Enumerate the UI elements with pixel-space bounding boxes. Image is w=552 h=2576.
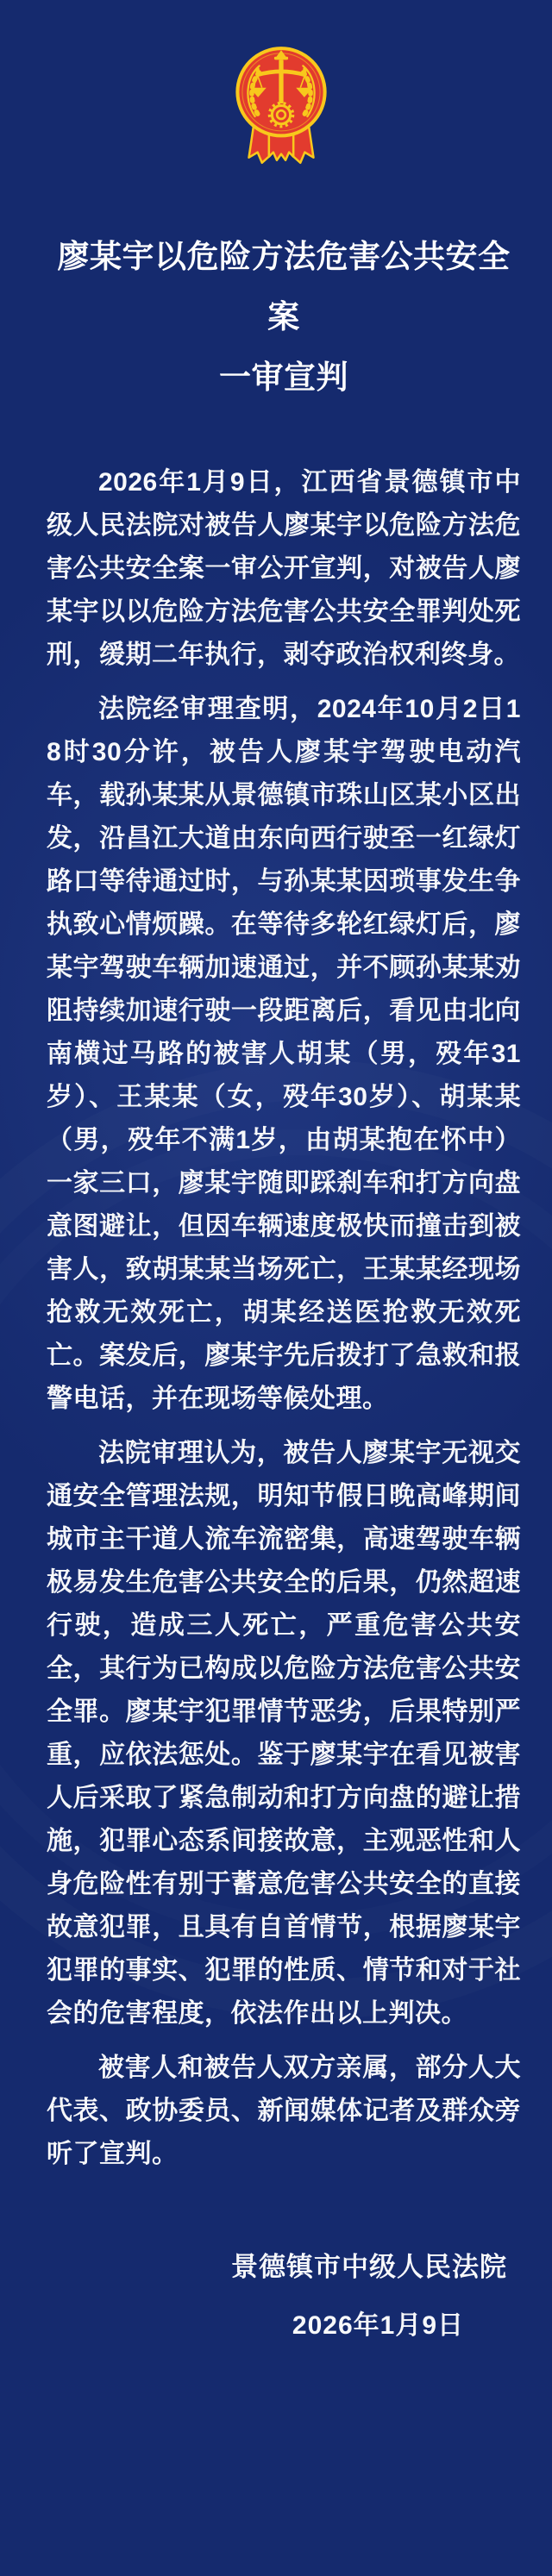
announcement-body	[0, 461, 552, 2176]
signature-date: 2026年1月9日	[292, 2311, 464, 2340]
title-line-1: 廖某宇以危险方法危害公共安全案	[57, 239, 511, 335]
paragraph-verdict: 2026年1月9日，江西省景德镇市中级人民法院对被告人廖某宇以危险方法危害公共安全案一审公开宣判，对被告人廖某宇以以危险方法危害公共安全罪判处死刑，缓期二年执行，剥夺政治权利终身。	[47, 468, 521, 669]
court-emblem-icon	[229, 38, 334, 178]
paragraph-attendees: 被害人和被告人双方亲属，部分人大代表、政协委员、新闻媒体记者及群众旁听了宣判。	[47, 2054, 521, 2168]
page-title	[47, 227, 521, 408]
signature-block	[0, 2248, 552, 2345]
title-line-2: 一审宣判	[219, 360, 348, 395]
signature-court-name: 景德镇市中级人民法院	[231, 2252, 507, 2282]
emblem-container	[5, 0, 552, 182]
paragraph-facts: 法院经审理查明，2024年10月2日18时30分许，被告人廖某宇驾驶电动汽车，载孙某某从景德镇市珠山区某小区出发，沿昌江大道由东向西行驶至一红绿灯路口等待通过时，与孙某某因琐事发生争执致心情烦躁。在等待多轮红绿灯后，廖某宇驾驶车辆加速通过，并不顾孙某某劝阻持续加速行驶一段距离后，看见由北向南横过马路的被害人胡某（男，殁年31岁）、王某某（女，殁年30岁）、胡某某（男，殁年不满1岁，由胡某抱在怀中）一家三口，廖某宇随即踩刹车和打方向盘意图避让，但因车辆速度极快而撞击到被害人，致胡某某当场死亡，王某某经现场抢救无效死亡，胡某经送医抢救无效死亡。案发后，廖某宇先后拨打了急救和报警电话，并在现场等候处理。	[47, 695, 521, 1413]
paragraph-court-opinion: 法院审理认为，被告人廖某宇无视交通安全管理法规，明知节假日晚高峰期间城市主干道人流车流密集，高速驾驶车辆极易发生危害公共安全的后果，仍然超速行驶，造成三人死亡，严重危害公共安全，其行为已构成以危险方法危害公共安全罪。廖某宇犯罪情节恶劣，后果特别严重，应依法惩处。鉴于廖某宇在看见被害人后采取了紧急制动和打方向盘的避让措施，犯罪心态系间接故意，主观恶性和人身危险性有别于蓄意危害公共安全的直接故意犯罪，且具有自首情节，根据廖某宇犯罪的事实、犯罪的性质、情节和对于社会的危害程度，依法作出以上判决。	[47, 1439, 521, 2028]
